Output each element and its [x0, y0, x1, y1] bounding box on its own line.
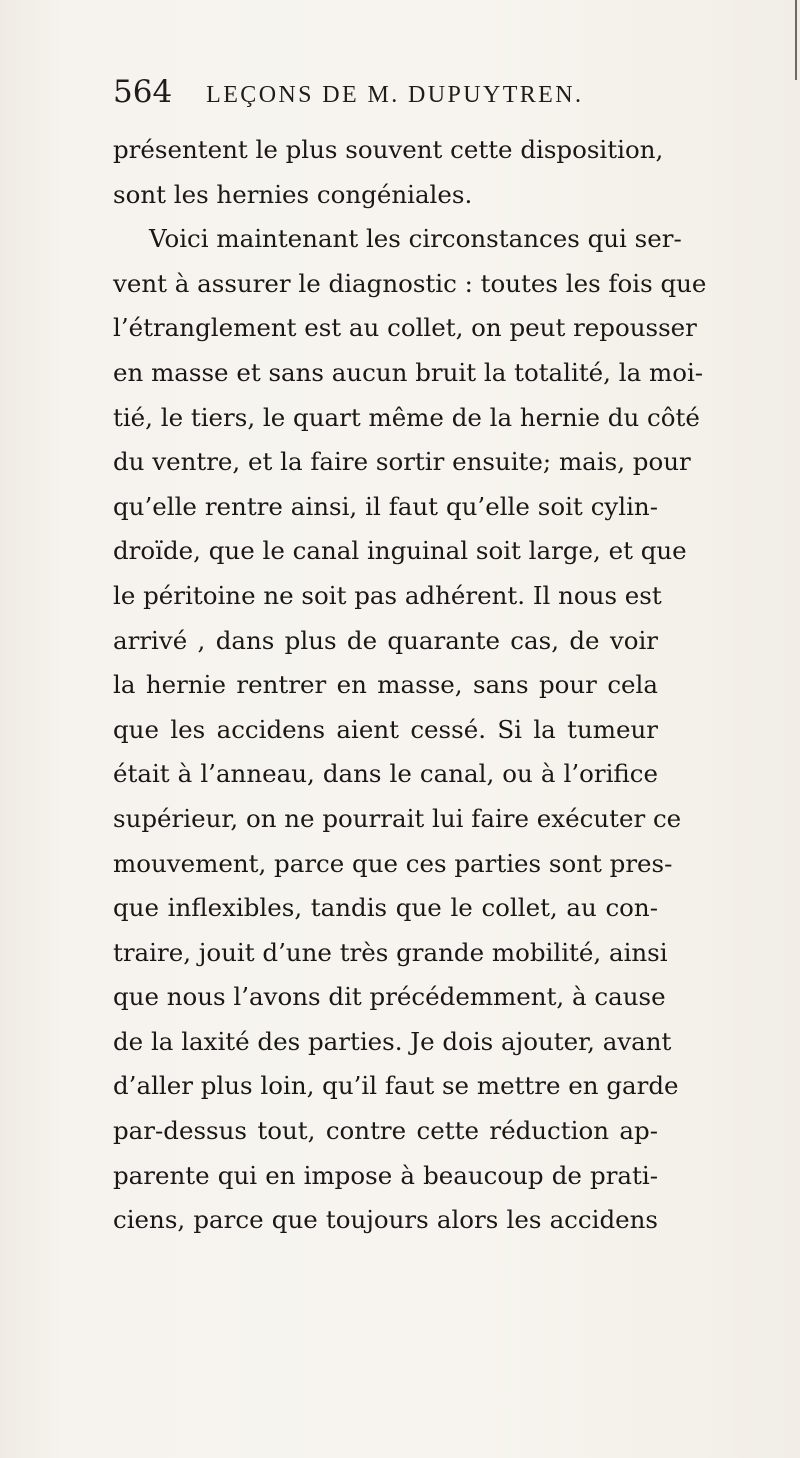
text-line: en masse et sans aucun bruit la totalité, la moi- — [113, 357, 704, 387]
text-line: la hernie rentrer en masse, sans pour cela — [113, 670, 658, 700]
running-head — [113, 74, 673, 114]
text-line: droïde, que le canal inguinal soit large, et que — [113, 536, 687, 566]
text-line: du ventre, et la faire sortir ensuite; mais, pour — [113, 447, 691, 477]
text-line: présentent le plus souvent cette disposition, — [113, 135, 664, 164]
text-line: traire, jouit d’une très grande mobilité, ainsi — [113, 937, 668, 967]
text-line: le péritoine ne soit pas adhérent. Il nous est — [113, 580, 662, 610]
text-line: que nous l’avons dit précédemment, à cause — [113, 982, 666, 1012]
text-line: sont les hernies congéniales. — [113, 179, 473, 209]
text-line: qu’elle rentre ainsi, il faut qu’elle soit cylin- — [113, 491, 658, 521]
body-text — [113, 128, 707, 1243]
text-line: ciens, parce que toujours alors les accidens — [113, 1205, 658, 1235]
page-number: 564 — [113, 74, 173, 110]
text-line: que inflexibles, tandis que le collet, au con- — [113, 893, 658, 923]
text-line: supérieur, on ne pourrait lui faire exécuter ce — [113, 803, 682, 833]
text-line: de la laxité des parties. Je dois ajouter, avant — [113, 1026, 672, 1056]
text-line: parente qui en impose à beaucoup de prati- — [113, 1160, 658, 1190]
text-line: mouvement, parce que ces parties sont pres- — [113, 848, 673, 878]
text-line: d’aller plus loin, qu’il faut se mettre en garde — [113, 1071, 679, 1101]
text-line: vent à assurer le diagnostic : toutes les fois que — [113, 268, 707, 298]
text-line: tié, le tiers, le quart même de la hernie du côté — [113, 402, 700, 432]
page-edge-line — [795, 0, 797, 80]
text-line: l’étranglement est au collet, on peut repousser — [113, 313, 697, 343]
text-line: était à l’anneau, dans le canal, ou à l’orifice — [113, 759, 658, 789]
text-line: que les accidens aient cessé. Si la tumeur — [113, 714, 658, 744]
text-line: Voici maintenant les circonstances qui ser- — [149, 224, 682, 254]
running-head-title: LEÇONS DE M. DUPUYTREN. — [206, 82, 584, 108]
text-line: arrivé , dans plus de quarante cas, de voir — [113, 625, 658, 655]
text-line: par-dessus tout, contre cette réduction ap- — [113, 1116, 658, 1146]
